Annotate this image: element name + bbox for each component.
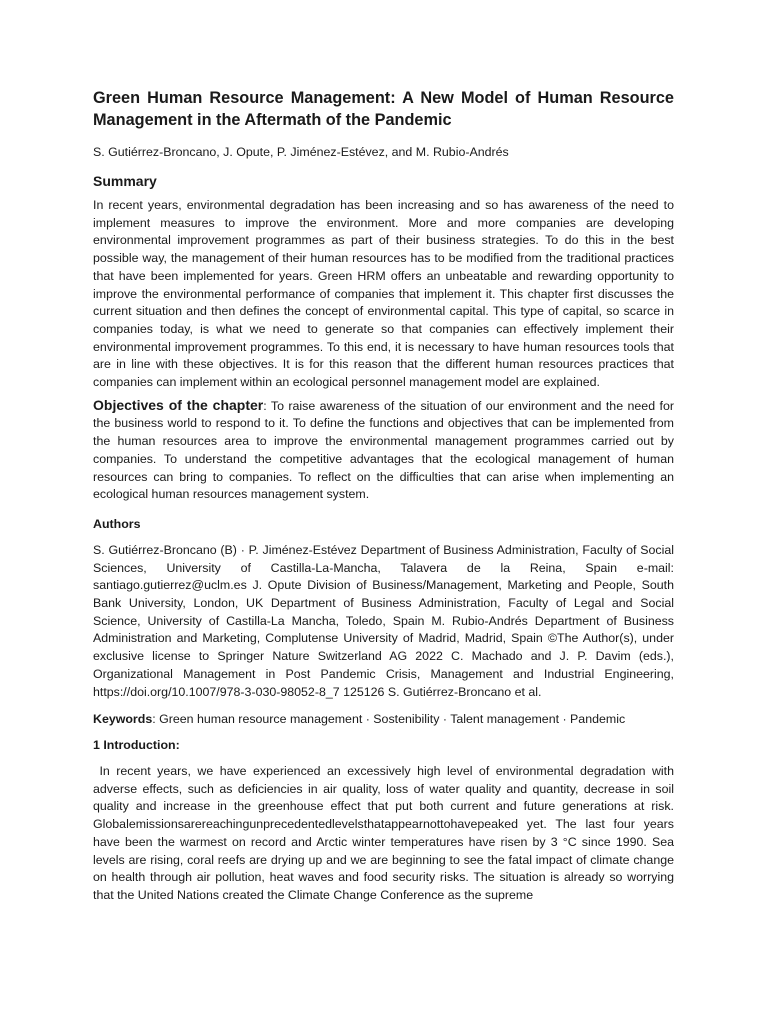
keywords-text: : Green human resource management · Sostenibility · Talent management · Pandemic [152, 712, 626, 727]
objectives-text: : To raise awareness of the situation of our environment and the need for the business world to respond to it. To define the functions and objectives that can be implemented from the human resources area to improve the environmental management programmes carried out by companies. To understand the competitive advantages that the ecological management of human resources can bring to companies. To reflect on the difficulties that can arise when implementing an ecological human resources management system. [93, 398, 674, 502]
keywords-label: Keywords [93, 712, 153, 727]
authors-heading: Authors [93, 516, 141, 531]
paper-title: Green Human Resource Management: A New Model of Human Resource Management in the Aftermath of the Pandemic [93, 89, 674, 129]
objectives-label: Objectives of the chapter [93, 396, 264, 413]
summary-heading: Summary [93, 173, 157, 189]
summary-paragraph: In recent years, environmental degradation has been increasing and so has awareness of the need to implement measures to improve the environment. More and more companies are developing environmental improvement programmes as part of their business strategies. To do this in the best possible way, the management of their human resources has to be modified from the traditional practices that have been implemented for years. Green HRM offers an unbeatable and rewarding opportunity to improve the environmental performance of companies that implement it. This chapter first discusses the current situation and then defines the concept of environmental capital. This type of capital, so scarce in companies today, is what we need to generate so that companies can effectively implement their environmental improvement programmes. To this end, it is necessary to have human resources tools that are in line with these objectives. It is for this reason that the different human resources practices that companies can implement within an ecological personnel management model are explained. [93, 198, 674, 390]
authors-affiliations: S. Gutiérrez-Broncano (B) · P. Jiménez-Estévez Department of Business Administration, Faculty of Social Sciences, University of Castilla-La-Mancha, Talavera de la Reina, Spain e-mail: santiago.gutierrez@uclm.es J. Opute Division of Business/Management, Marketing and People, South Bank University, London, UK Department of Business Administration, Faculty of Legal and Social Science, University of Castilla-La Mancha, Toledo, Spain M. Rubio-Andrés Department of Business Administration and Marketing, Complutense University of Madrid, Madrid, Spain ©The Author(s), under exclusive license to Springer Nature Switzerland AG 2022 C. Machado and J. P. Davim (eds.), Organizational Management in Post Pandemic Crisis, Management and Industrial Engineering, https://doi.org/10.1007/978-3-030-98052-8_7 125126 S. Gutiérrez-Broncano et al. [93, 542, 674, 699]
keywords-paragraph [93, 711, 674, 729]
introduction-heading: 1 Introduction: [93, 737, 180, 752]
objectives-paragraph [93, 397, 674, 504]
author-list: S. Gutiérrez-Broncano, J. Opute, P. Jiménez-Estévez, and M. Rubio-Andrés [93, 145, 509, 159]
introduction-paragraph: In recent years, we have experienced an excessively high level of environmental degradation with adverse effects, such as deficiencies in air quality, loss of water quality and quantity, decrease in soil quality and increase in the greenhouse effect that put both current and future generations at risk. Globalemissionsarereachingunprecedentedlevelsthatappearnottohavepeaked yet. The last four years have been the warmest on record and Arctic winter temperatures have risen by 3 °C since 1990. Sea levels are rising, coral reefs are drying up and we are beginning to see the fatal impact of climate change on health through air pollution, heat waves and food security risks. The situation is already so worrying that the United Nations created the Climate Change Conference as the supreme [93, 763, 674, 902]
